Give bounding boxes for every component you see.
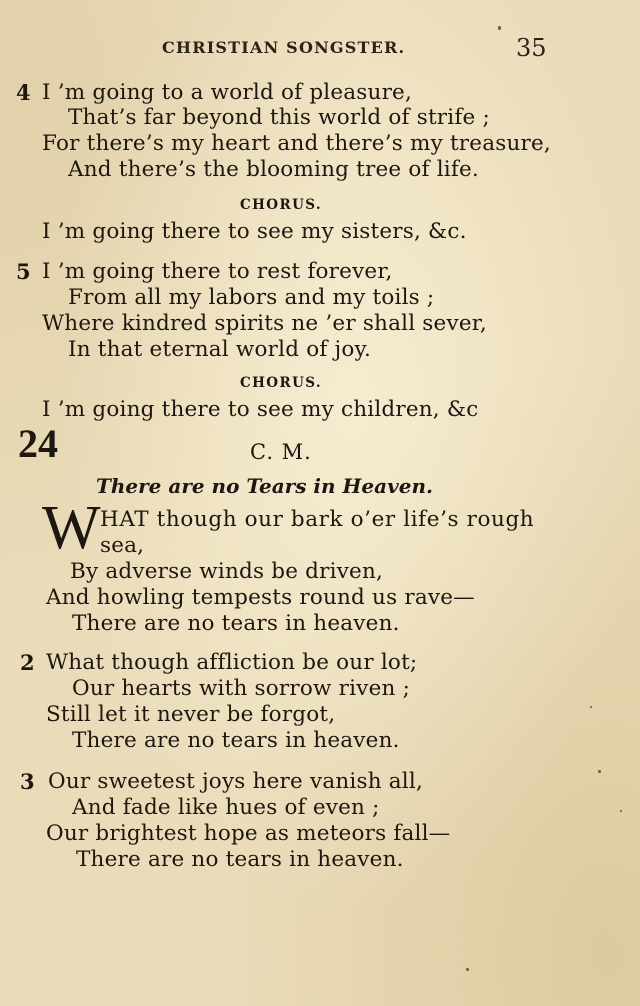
hymn-stanza-2-line-3: Still let it never be forgot,	[46, 702, 336, 727]
hymn-meter: C. M.	[250, 440, 312, 464]
hymn-stanza-2-number: 2	[20, 650, 35, 675]
stanza-5-number: 5	[16, 259, 31, 284]
chorus-label: CHORUS.	[240, 375, 323, 391]
paper-speck	[590, 706, 592, 708]
chorus-line: I ’m going there to see my children, &c	[42, 397, 479, 422]
page-number: 35	[516, 34, 547, 62]
hymn-stanza-1-line-1: HAT though our bark o’er life’s rough	[100, 507, 535, 532]
drop-cap: W	[42, 494, 101, 562]
stanza-5-line-4: In that eternal world of joy.	[68, 337, 372, 362]
hymn-stanza-1-line-2: By adverse winds be driven,	[70, 559, 384, 584]
hymn-stanza-1-line-1-cont: sea,	[100, 533, 145, 558]
stanza-5-line-3: Where kindred spirits ne ’er shall sever,	[42, 311, 487, 336]
stanza-5-line-1: I ’m going there to rest forever,	[42, 259, 393, 284]
hymn-stanza-2-line-2: Our hearts with sorrow riven ;	[72, 676, 411, 701]
paper-speck	[598, 770, 601, 773]
chorus-line: I ’m going there to see my sisters, &c.	[42, 219, 467, 244]
hymn-stanza-3-number: 3	[20, 769, 35, 794]
stanza-4-line-2: That’s far beyond this world of strife ;	[68, 105, 490, 130]
stanza-4-line-1: I ’m going to a world of pleasure,	[42, 80, 413, 105]
hymn-stanza-1-line-3: And howling tempests round us rave—	[46, 585, 475, 610]
hymn-stanza-3-line-1: Our sweetest joys here vanish all,	[48, 769, 423, 794]
paper-speck	[466, 968, 469, 971]
hymn-stanza-2-line-1: What though affliction be our lot;	[46, 650, 418, 675]
stanza-4-line-4: And there’s the blooming tree of life.	[68, 157, 479, 182]
running-head: CHRISTIAN SONGSTER.	[162, 38, 406, 57]
hymn-stanza-3-line-2: And fade like hues of even ;	[72, 795, 380, 820]
stanza-5-line-2: From all my labors and my toils ;	[68, 285, 435, 310]
stanza-4-line-3: For there’s my heart and there’s my treasure,	[42, 131, 551, 156]
paper-speck	[498, 26, 501, 30]
hymn-stanza-2-line-4: There are no tears in heaven.	[72, 728, 400, 753]
chorus-label: CHORUS.	[240, 197, 323, 213]
hymn-stanza-1-line-4: There are no tears in heaven.	[72, 611, 400, 636]
hymn-stanza-3-line-3: Our brightest hope as meteors fall—	[46, 821, 451, 846]
hymn-title: There are no Tears in Heaven.	[96, 474, 433, 498]
stanza-4-number: 4	[16, 80, 31, 105]
paper-speck	[620, 810, 622, 812]
hymn-stanza-3-line-4: There are no tears in heaven.	[76, 847, 404, 872]
hymn-number: 24	[18, 421, 58, 466]
